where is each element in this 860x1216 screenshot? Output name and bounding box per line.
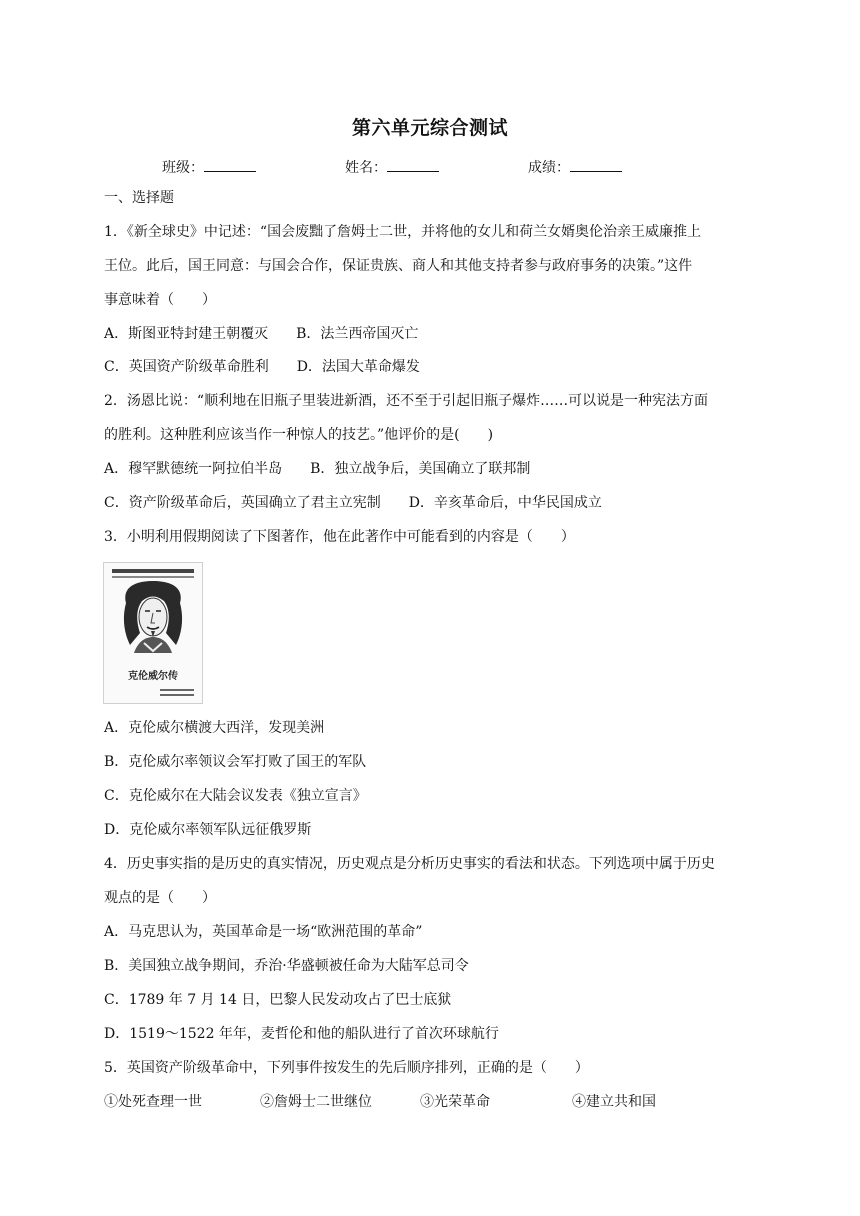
q5-item-4: ④建立共和国 [572,1094,656,1110]
q1-options-cd: C．英国资产阶级革命胜利 D．法国大革命爆发 [104,359,420,375]
q3-option-d: D．克伦威尔率领军队远征俄罗斯 [104,822,312,838]
q4-option-b: B．美国独立战争期间，乔治·华盛顿被任命为大陆军总司令 [104,958,469,974]
q1-stem-line3: 事意味着（ ） [104,292,216,308]
q2-stem-line1: 2．汤恩比说：“顺利地在旧瓶子里装进新酒，还不至于引起旧瓶子爆炸……可以说是一种宪法方面 [104,393,709,409]
q2-options-ab: A．穆罕默德统一阿拉伯半岛 B．独立战争后，美国确立了联邦制 [104,461,531,477]
q3-option-a: A．克伦威尔横渡大西洋，发现美洲 [104,720,325,736]
q4-option-a: A．马克思认为，英国革命是一场“欧洲范围的革命” [104,924,423,940]
q5-stem: 5．英国资产阶级革命中，下列事件按发生的先后顺序排列，正确的是（ ） [104,1060,589,1076]
class-field [162,157,256,177]
score-field [528,157,622,177]
cover-author-line [160,689,194,691]
q3-option-b: B．克伦威尔率领议会军打败了国王的军队 [104,754,367,770]
name-field [345,157,439,177]
q4-option-c: C．1789 年 7 月 14 日，巴黎人民发动攻占了巴士底狱 [104,992,452,1008]
q4-stem-line2: 观点的是（ ） [104,890,216,906]
q5-item-3: ③光荣革命 [420,1094,490,1110]
q5-item-1: ①处死查理一世 [104,1094,202,1110]
score-blank [570,159,622,172]
q3-option-c: C．克伦威尔在大陆会议发表《独立宣言》 [104,788,367,804]
q1-stem-line1: 1．《新全球史》中记述：“国会废黜了詹姆士二世，并将他的女儿和荷兰女婿奥伦治亲王威廉推上 [104,224,702,240]
class-blank [204,159,256,172]
portrait-icon [104,563,202,663]
q3-stem: 3．小明利用假期阅读了下图著作，他在此著作中可能看到的内容是（ ） [104,529,575,545]
cover-publisher-line [160,694,194,696]
book-title: 克伦威尔传 [128,671,178,682]
score-label: 成绩： [528,160,570,176]
page-title: 第六单元综合测试 [351,117,508,139]
name-blank [387,159,439,172]
class-label: 班级： [162,160,204,176]
q4-stem-line1: 4．历史事实指的是历史的真实情况，历史观点是分析历史事实的看法和状态。下列选项中属于历史 [104,856,715,872]
q2-stem-line2: 的胜利。这种胜利应该当作一种惊人的技艺。”他评价的是( ) [104,427,494,443]
book-cover-image [103,562,203,704]
q1-options-ab: A．斯图亚特封建王朝覆灭 B．法兰西帝国灭亡 [104,326,419,342]
q1-stem-line2: 王位。此后，国王同意：与国会合作，保证贵族、商人和其他支持者参与政府事务的决策。”这件 [104,258,693,274]
q4-option-d: D．1519～1522 年年，麦哲伦和他的船队进行了首次环球航行 [104,1026,499,1042]
q5-item-2: ②詹姆士二世继位 [260,1094,372,1110]
section-heading: 一、选择题 [104,190,174,206]
q2-options-cd: C．资产阶级革命后，英国确立了君主立宪制 D．辛亥革命后，中华民国成立 [104,495,602,511]
name-label: 姓名： [345,160,387,176]
